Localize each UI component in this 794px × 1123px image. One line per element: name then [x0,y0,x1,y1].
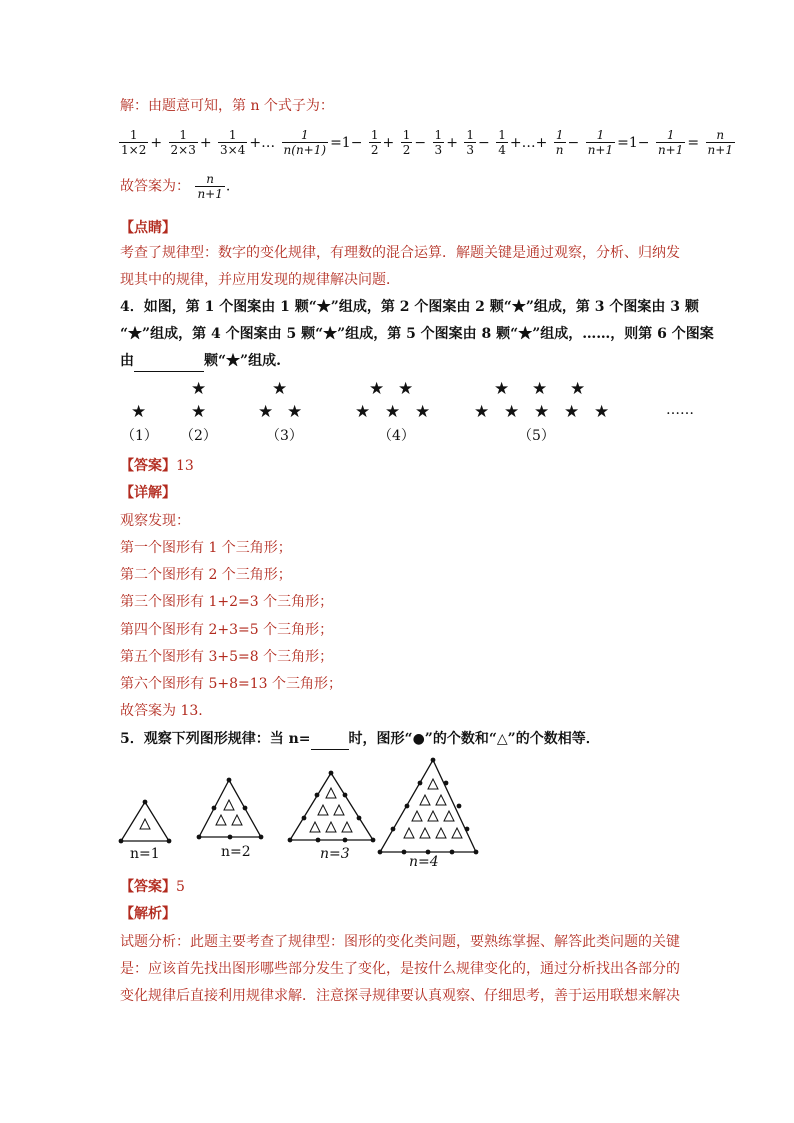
q4-line-2: “★”组成，第 4 个图案由 5 颗“★”组成，第 5 个图案由 8 颗“★”组成，……，则第 6 个图案 [120,326,714,342]
fraction: $\frac{1}{3}$ [434,128,443,157]
figure-label: n=3 [320,846,350,862]
fraction: $\frac{1}{n(n+1)}$ [283,128,327,157]
q4-detail-label: 【详解】 [120,485,176,501]
figure-label: （4） [378,428,415,444]
fraction: $\frac{1}{n}$ [555,128,564,157]
answer-prefix: 故答案为： [120,178,190,195]
fraction: $\frac{1}{n+1}$ [657,128,684,157]
fraction: $\frac{1}{2}$ [370,128,379,157]
answer-blank [311,729,349,750]
q5-analysis-label: 【解析】 [120,906,176,922]
figure-label: n=1 [130,846,160,862]
q5-analysis-3: 变化规律后直接利用规律求解．注意探寻规律要认真观察、仔细思考，善于运用联想来解决 [120,988,680,1004]
figure-label: （1） [121,428,158,444]
star-icon: ★ [532,379,548,399]
star-icon: ★ [494,379,510,399]
fraction: $\frac{1}{2\times 3}$ [170,128,196,157]
star-icon: ★ [504,402,520,422]
figure-label: n=4 [409,854,439,870]
q4-line-1: 4．如图，第 1 个图案由 1 颗“★”组成，第 2 个图案由 2 颗“★”组成，第 3 个图案由 3 颗 [120,299,699,315]
star-icon: ★ [369,379,385,399]
figure-n2 [197,778,264,840]
answer-blank [134,351,204,372]
solution-intro: 解：由题意可知，第 n 个式子为： [120,98,334,114]
star-icon: ★ [191,402,207,422]
q5-answer: 【答案】5 [120,879,185,895]
fraction: $\frac{1}{4}$ [498,128,506,157]
star-icon: ★ [131,402,147,422]
star-icon: ★ [474,402,490,422]
star-icon: ★ [191,379,207,399]
figure-label: n=2 [221,844,251,860]
ellipsis: …… [666,402,694,418]
q4-line-3: 由 颗“★”组成. [120,351,281,372]
figure-label: （2） [180,428,217,444]
star-icon: ★ [385,402,401,422]
fraction: $\frac{n}{n+1}$ [707,128,733,157]
q4-step: 第六个图形有 5+8=13 个三角形； [120,676,342,692]
star-icon: ★ [415,402,431,422]
q4-step: 第二个图形有 2 个三角形； [120,567,292,583]
fraction: $\frac{1}{n+1}$ [587,128,614,157]
dianjing-label: 【点睛】 [120,220,176,236]
q4-step: 第五个图形有 3+5=8 个三角形； [120,649,334,665]
triangle-figures [115,755,485,870]
q4-answer: 【答案】13 [120,458,194,474]
star-icon: ★ [355,402,371,422]
figure-label: （3） [266,428,303,444]
figure-n1 [119,800,172,844]
dianjing-text-2: 现其中的规律，并应用发现的规律解决问题． [120,272,400,288]
q4-step: 第三个图形有 1+2=3 个三角形； [120,594,334,610]
dianjing-text-1: 考查了规律型：数字的变化规律，有理数的混合运算．解题关键是通过观察，分析、归纳发 [120,245,680,261]
answer-fraction: $\frac{n}{n+1}$ [197,172,223,201]
star-icon: ★ [272,379,288,399]
star-icon: ★ [398,379,414,399]
q5-analysis-2: 是：应该首先找出图形哪些部分发生了变化，是按什么规律变化的，通过分析找出各部分的 [120,961,680,977]
star-icon: ★ [594,402,610,422]
formula-row: $\frac{1}{1\times 2}$ + $\frac{1}{2\times 3}$ + $\frac{1}{3\times 4}$ +… $\frac{1}{n(n+1)}$ =1− $\frac{1}{2}$ + $\frac{1}{2}$ − $\frac{1}{3}$ + $\frac{1}{3}$ − $\frac{1}{4}$ +…+ $\frac{1}{n}$ − $\frac{1}{n+1}$ =1− $\frac{1}{n+1}$ = $\frac{n}{n+1}$ [121,128,733,157]
q5-stem: 5．观察下列图形规律：当 n= 时，图形“●”的个数和“△”的个数相等． [120,729,600,750]
fraction: $\frac{1}{3}$ [466,128,475,157]
q5-analysis-1: 试题分析：此题主要考查了规律型：图形的变化类问题，要熟练掌握、解答此类问题的关键 [120,934,680,950]
star-icon: ★ [570,379,586,399]
q4-conclusion: 故答案为 13. [120,703,203,719]
star-icon: ★ [534,402,550,422]
q4-step: 第一个图形有 1 个三角形； [120,540,292,556]
figure-label: （5） [518,428,555,444]
q4-observe: 观察发现： [120,513,190,529]
star-icon: ★ [258,402,274,422]
fraction: $\frac{1}{1\times 2}$ [121,128,147,157]
answer-line: 故答案为： $\frac{n}{n+1}$ . [120,172,231,201]
star-icon: ★ [287,402,303,422]
fraction: $\frac{1}{2}$ [402,128,411,157]
figure-n3 [288,771,376,843]
figure-n4 [378,758,479,855]
fraction: $\frac{1}{3\times 4}$ [220,128,246,157]
q4-step: 第四个图形有 2+3=5 个三角形； [120,622,334,638]
star-icon: ★ [564,402,580,422]
